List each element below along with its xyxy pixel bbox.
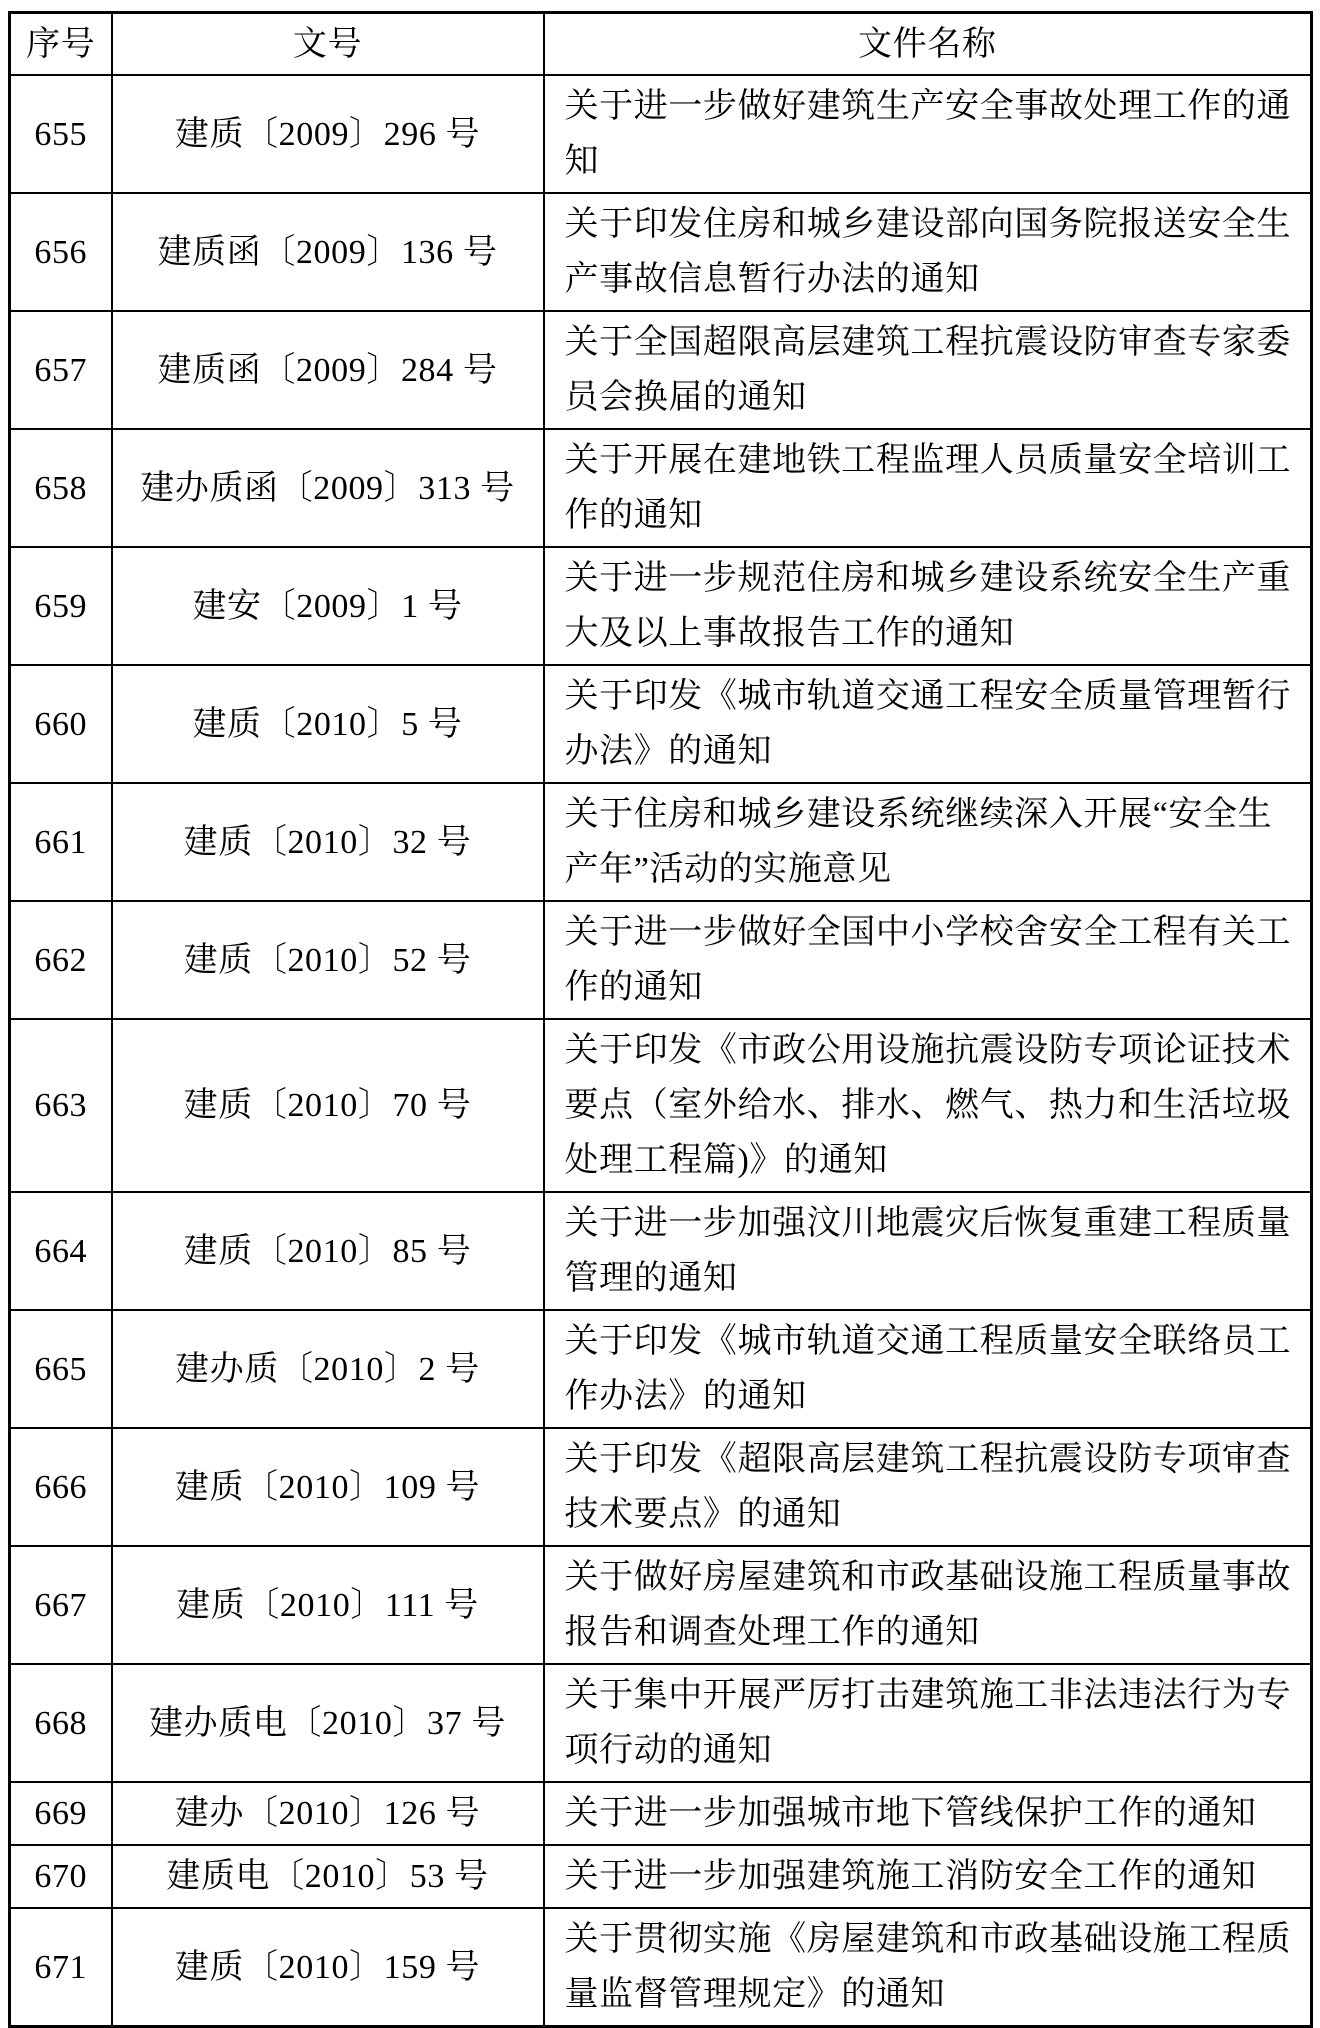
docnum-cell: 建质函〔2009〕136 号: [112, 193, 544, 311]
serial-cell: 669: [10, 1782, 112, 1845]
docname-cell: 关于全国超限高层建筑工程抗震设防审查专家委员会换届的通知: [544, 311, 1312, 429]
table-row: [10, 665, 1312, 783]
docname-cell: 关于印发住房和城乡建设部向国务院报送安全生产事故信息暂行办法的通知: [544, 193, 1312, 311]
serial-cell: 668: [10, 1664, 112, 1782]
docname-cell: 关于印发《城市轨道交通工程质量安全联络员工作办法》的通知: [544, 1310, 1312, 1428]
serial-cell: 660: [10, 665, 112, 783]
document-index-table: [8, 11, 1313, 2028]
docname-cell: 关于印发《城市轨道交通工程安全质量管理暂行办法》的通知: [544, 665, 1312, 783]
serial-cell: 667: [10, 1546, 112, 1664]
table-header: [10, 13, 1312, 76]
table-row: [10, 1192, 1312, 1310]
docname-cell: 关于进一步加强建筑施工消防安全工作的通知: [544, 1845, 1312, 1908]
serial-cell: 670: [10, 1845, 112, 1908]
docnum-cell: 建质〔2010〕52 号: [112, 901, 544, 1019]
table-row: [10, 901, 1312, 1019]
docnum-cell: 建办质电〔2010〕37 号: [112, 1664, 544, 1782]
docnum-cell: 建质〔2010〕32 号: [112, 783, 544, 901]
header-cell-serial: 序号: [10, 13, 112, 76]
serial-cell: 657: [10, 311, 112, 429]
header-cell-docnum: 文号: [112, 13, 544, 76]
docname-cell: 关于进一步做好全国中小学校舍安全工程有关工作的通知: [544, 901, 1312, 1019]
serial-cell: 666: [10, 1428, 112, 1546]
docnum-cell: 建质〔2010〕111 号: [112, 1546, 544, 1664]
table-body: [10, 75, 1312, 2027]
docname-cell: 关于印发《市政公用设施抗震设防专项论证技术要点（室外给水、排水、燃气、热力和生活垃圾处理工程篇)》的通知: [544, 1019, 1312, 1192]
docnum-cell: 建质函〔2009〕284 号: [112, 311, 544, 429]
docname-cell: 关于集中开展严厉打击建筑施工非法违法行为专项行动的通知: [544, 1664, 1312, 1782]
docnum-cell: 建质〔2010〕159 号: [112, 1908, 544, 2027]
table-row: [10, 429, 1312, 547]
docname-cell: 关于贯彻实施《房屋建筑和市政基础设施工程质量监督管理规定》的通知: [544, 1908, 1312, 2027]
docname-cell: 关于进一步规范住房和城乡建设系统安全生产重大及以上事故报告工作的通知: [544, 547, 1312, 665]
serial-cell: 662: [10, 901, 112, 1019]
docname-cell: 关于开展在建地铁工程监理人员质量安全培训工作的通知: [544, 429, 1312, 547]
docnum-cell: 建办质〔2010〕2 号: [112, 1310, 544, 1428]
docname-cell: 关于做好房屋建筑和市政基础设施工程质量事故报告和调查处理工作的通知: [544, 1546, 1312, 1664]
docnum-cell: 建办质函〔2009〕313 号: [112, 429, 544, 547]
table-row: [10, 547, 1312, 665]
serial-cell: 659: [10, 547, 112, 665]
table-row: [10, 1019, 1312, 1192]
serial-cell: 656: [10, 193, 112, 311]
table-row: [10, 1782, 1312, 1845]
docnum-cell: 建质电〔2010〕53 号: [112, 1845, 544, 1908]
docname-cell: 关于进一步加强城市地下管线保护工作的通知: [544, 1782, 1312, 1845]
serial-cell: 655: [10, 75, 112, 193]
table-row: [10, 1664, 1312, 1782]
docnum-cell: 建质〔2010〕85 号: [112, 1192, 544, 1310]
docnum-cell: 建质〔2010〕70 号: [112, 1019, 544, 1192]
docname-cell: 关于进一步加强汶川地震灾后恢复重建工程质量管理的通知: [544, 1192, 1312, 1310]
serial-cell: 665: [10, 1310, 112, 1428]
serial-cell: 658: [10, 429, 112, 547]
table-row: [10, 1546, 1312, 1664]
docname-cell: 关于印发《超限高层建筑工程抗震设防专项审查技术要点》的通知: [544, 1428, 1312, 1546]
serial-cell: 664: [10, 1192, 112, 1310]
table-row: [10, 193, 1312, 311]
table-row: [10, 1845, 1312, 1908]
serial-cell: 661: [10, 783, 112, 901]
serial-cell: 663: [10, 1019, 112, 1192]
table-row: [10, 75, 1312, 193]
docnum-cell: 建安〔2009〕1 号: [112, 547, 544, 665]
docnum-cell: 建质〔2010〕5 号: [112, 665, 544, 783]
docnum-cell: 建办〔2010〕126 号: [112, 1782, 544, 1845]
docname-cell: 关于进一步做好建筑生产安全事故处理工作的通知: [544, 75, 1312, 193]
docname-cell: 关于住房和城乡建设系统继续深入开展“安全生产年”活动的实施意见: [544, 783, 1312, 901]
header-cell-docname: 文件名称: [544, 13, 1312, 76]
serial-cell: 671: [10, 1908, 112, 2027]
table-row: [10, 1428, 1312, 1546]
docnum-cell: 建质〔2010〕109 号: [112, 1428, 544, 1546]
table-row: [10, 1908, 1312, 2027]
table-row: [10, 1310, 1312, 1428]
table-row: [10, 311, 1312, 429]
header-row: [10, 13, 1312, 76]
table-row: [10, 783, 1312, 901]
docnum-cell: 建质〔2009〕296 号: [112, 75, 544, 193]
